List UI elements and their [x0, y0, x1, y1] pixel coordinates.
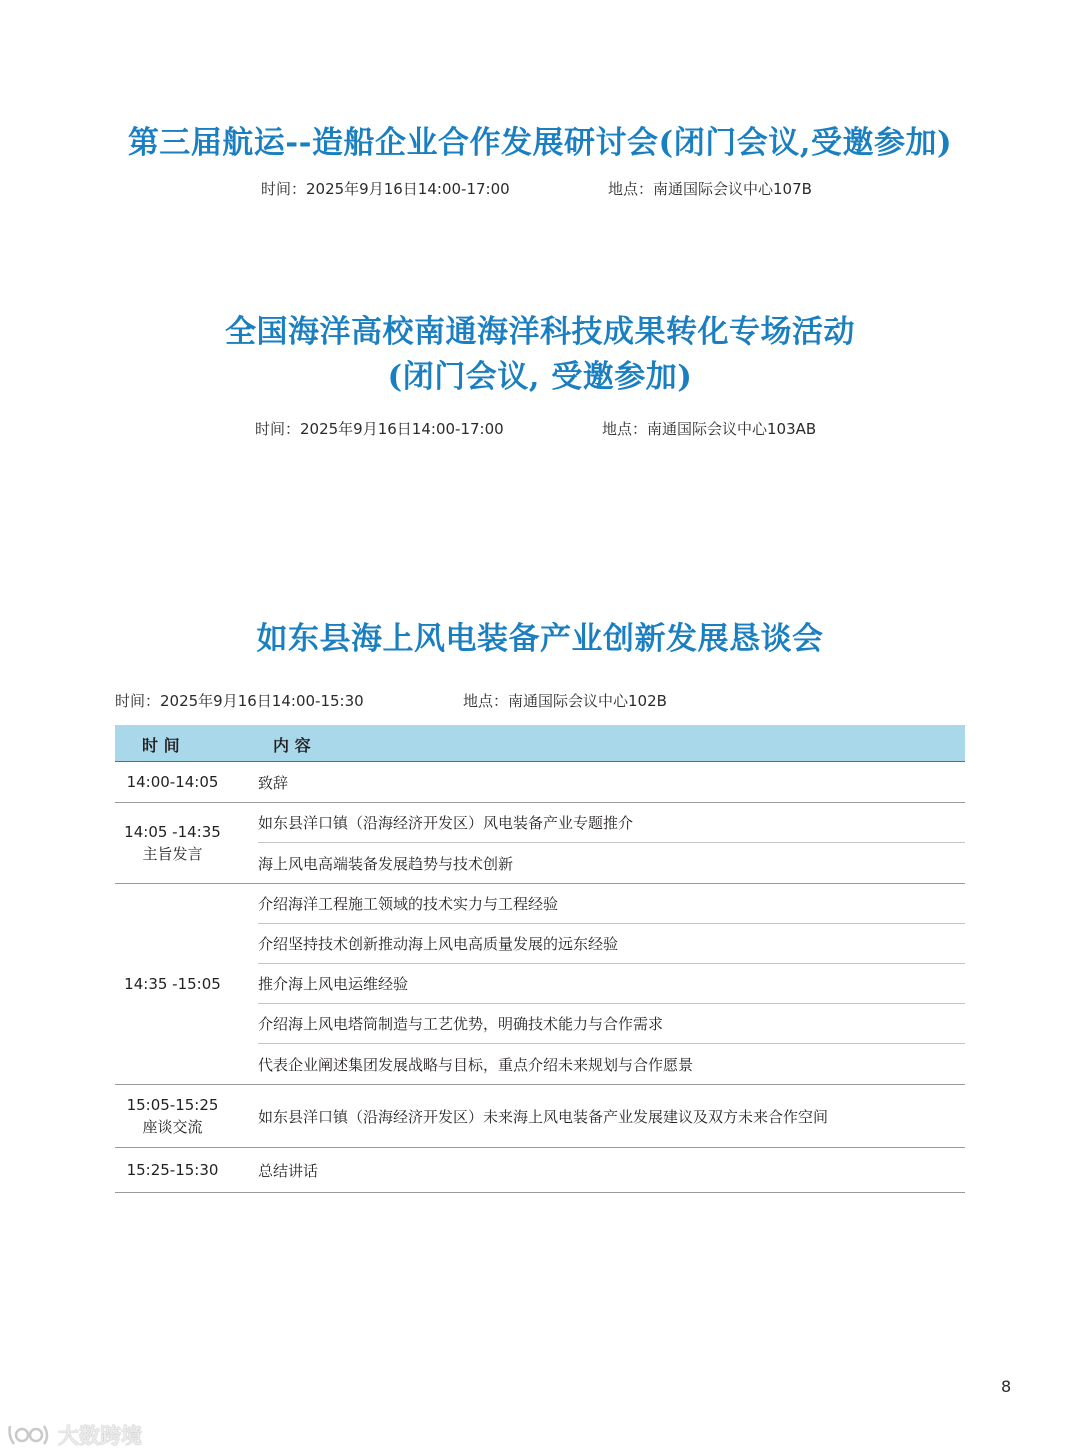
meeting-location: 地点：南通国际会议中心103AB	[602, 420, 817, 438]
meeting-time: 时间：2025年9月16日14:00-15:30	[115, 692, 364, 710]
time-range: 14:00-14:05	[126, 773, 219, 791]
agenda-table	[115, 725, 965, 1193]
agenda-group	[115, 803, 965, 884]
meeting-location: 地点：南通国际会议中心102B	[463, 692, 667, 710]
time-cell	[115, 1148, 230, 1192]
agenda-item: 总结讲话	[258, 1161, 319, 1180]
time-range: 14:05 -14:35	[124, 823, 221, 841]
agenda-item: 如东县洋口镇（沿海经济开发区）未来海上风电装备产业发展建议及双方未来合作空间	[258, 1107, 829, 1126]
time-cell	[115, 762, 230, 802]
time-cell	[115, 803, 230, 883]
time-cell	[115, 884, 230, 1084]
meeting-location: 地点：南通国际会议中心107B	[608, 180, 812, 198]
time-cell	[115, 1085, 230, 1147]
agenda-group	[115, 762, 965, 803]
meeting-time: 时间：2025年9月16日14:00-17:00	[261, 180, 510, 198]
agenda-item: 代表企业阐述集团发展战略与目标，重点介绍未来规划与合作愿景	[258, 1055, 694, 1074]
agenda-item: 介绍海洋工程施工领域的技术实力与工程经验	[258, 884, 965, 924]
time-range: 15:05-15:25	[126, 1096, 219, 1114]
agenda-item: 致辞	[258, 773, 289, 792]
time-range: 14:35 -15:05	[124, 975, 221, 993]
agenda-group	[115, 1148, 965, 1193]
time-range: 15:25-15:30	[126, 1161, 219, 1179]
agenda-item: 海上风电高端装备发展趋势与技术创新	[258, 854, 514, 873]
table-header	[115, 725, 965, 762]
header-content: 内 容	[273, 736, 311, 755]
agenda-group	[115, 884, 965, 1085]
section-title: 全国海洋高校南通海洋科技成果转化专场活动	[225, 314, 855, 350]
section-subtitle: (闭门会议, 受邀参加)	[387, 359, 693, 395]
watermark	[6, 1420, 142, 1450]
agenda-item: 介绍坚持技术创新推动海上风电高质量发展的远东经验	[258, 924, 965, 964]
agenda-item: 介绍海上风电塔筒制造与工艺优势，明确技术能力与合作需求	[258, 1004, 965, 1044]
watermark-logo-icon	[6, 1420, 52, 1450]
header-time: 时 间	[142, 736, 180, 755]
agenda-item: 如东县洋口镇（沿海经济开发区）风电装备产业专题推介	[258, 803, 965, 843]
watermark-text: 大数跨境	[58, 1424, 142, 1448]
section-title: 第三届航运--造船企业合作发展研讨会(闭门会议,受邀参加)	[127, 125, 953, 161]
session-type: 座谈交流	[142, 1118, 203, 1136]
meeting-time: 时间：2025年9月16日14:00-17:00	[255, 420, 504, 438]
agenda-group	[115, 1085, 965, 1148]
section-title: 如东县海上风电装备产业创新发展恳谈会	[256, 621, 824, 657]
session-type: 主旨发言	[142, 845, 203, 863]
agenda-item: 推介海上风电运维经验	[258, 964, 965, 1004]
page-number: 8	[1001, 1377, 1012, 1396]
